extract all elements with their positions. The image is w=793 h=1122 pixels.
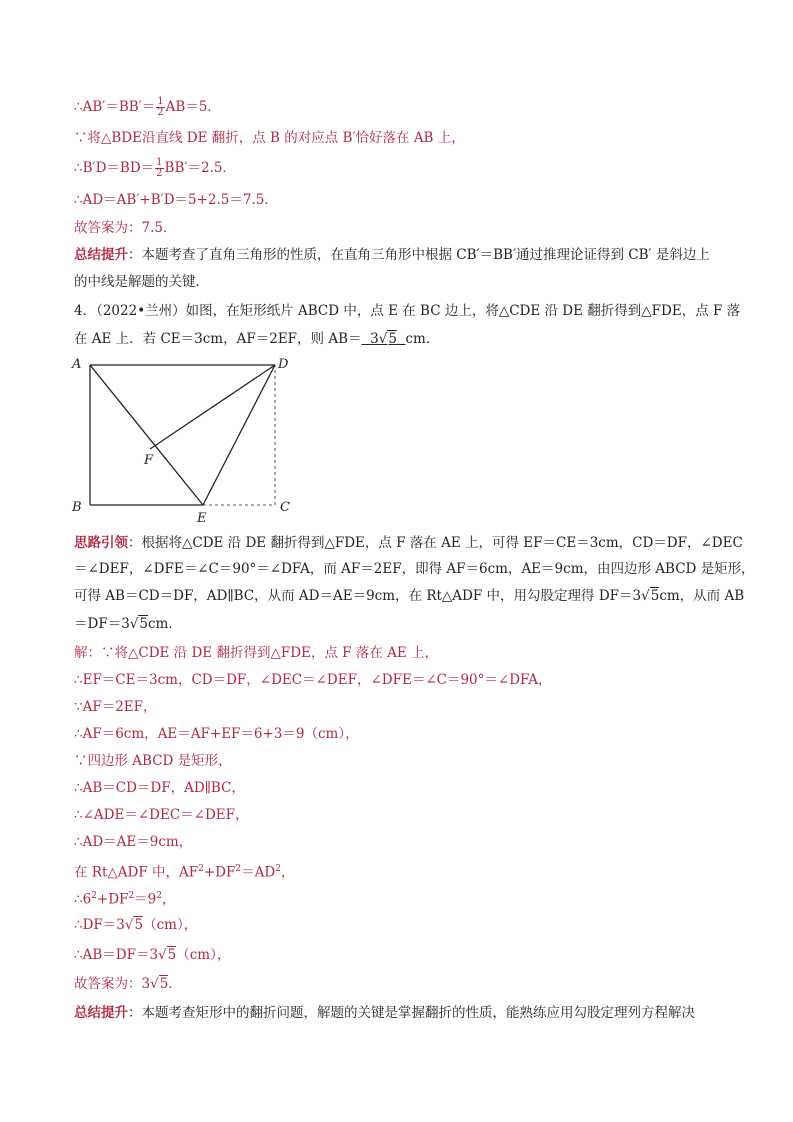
solution-line-6: ∴AB＝CD＝DF，AD∥BC， [74,780,245,796]
solution-line-5: ∵四边形 ABCD 是矩形， [74,753,232,769]
radicand: 5 [139,616,148,632]
text: +DF [96,891,129,908]
prev-solution-line-3 [74,158,236,179]
hint-line-1 [74,533,743,553]
hint-line-3: 可得 AB＝CD＝DF，AD∥BC，从而 AD＝AE＝9cm，在 Rt△ADF 中，用勾股定理得 DF＝3√5cm，从而 AB [74,588,745,604]
fraction-numerator: 1 [156,157,163,168]
radicand: 5 [134,917,144,933]
text: （cm）， [176,947,231,963]
solution-line-10 [74,886,176,910]
problem-line-2 [74,329,439,349]
hint-text: ：根据将△CDE 沿 DE 翻折得到△FDE，点 F 落在 AE 上，可得 EF＝CE＝3cm，CD＝DF，∠DEC [128,535,743,551]
solution-line-13: 故答案为：3√5． [74,976,182,992]
summary-text: ：本题考查矩形中的翻折问题，解题的关键是掌握翻折的性质，能熟练应用勾股定理列方程解决 [128,1005,695,1021]
text: 在 AE 上．若 CE＝3cm，AF＝2EF，则 AB＝ [74,331,362,347]
superscript: 2 [128,891,135,901]
prev-solution-line-2: ∵将△BDE沿直线 DE 翻折，点 B 的对应点 B′恰好落在 AB 上， [74,130,465,146]
hint-label: 思路引领 [74,535,128,551]
text: 故答案为：3 [74,976,151,992]
fraction-numerator: 1 [157,96,164,107]
text: ∴B′D＝BD＝ [74,160,155,176]
text: 在 Rt△ADF 中，AF [74,864,199,881]
hint-line-4: ＝DF＝3√5cm． [74,616,182,632]
solution-line-12: ∴AB＝DF＝3√5（cm）， [74,947,231,963]
summary-text: ：本题考查了直角三角形的性质，在直角三角形中根据 CB′＝BB′通过推理论证得到 CB′ 是斜边上 [128,247,710,263]
answer-coef: 3 [370,331,379,347]
text: cm，从而 AB [659,588,745,604]
solution-line-4: ∴AF＝6cm，AE＝AF+EF＝6+3＝9（cm）， [74,726,359,742]
summary-label: 总结提升 [74,1005,128,1021]
summary-1-line-2: 的中线是解题的关键． [74,274,209,290]
summary-1-line-1 [74,245,710,265]
hint-line-2: ＝∠DEF，∠DFE＝∠C＝90°＝∠DFA，而 AF＝2EF，即得 AF＝6cm，AE＝9cm，由四边形 ABCD 是矩形， [74,561,755,577]
superscript: 2 [235,864,242,874]
radicand: 5 [167,947,177,963]
text: 可得 AB＝CD＝DF，AD∥BC，从而 AD＝AE＝9cm，在 Rt△ADF 中，用勾股定理得 DF＝3 [74,588,642,604]
text: ∴AB′＝BB′＝ [74,99,156,115]
radicand: 5 [159,976,169,992]
text: AB＝5． [165,99,221,115]
text: ＝9 [134,891,157,908]
solution-line-3: ∵AF＝2EF， [74,699,157,715]
rectangle-fold-figure [60,350,300,530]
text: cm． [405,331,440,347]
text: +DF [203,864,236,881]
text: cm． [147,616,182,632]
answer-radicand: 5 [388,331,397,347]
superscript: 2 [156,891,162,901]
solution-line-2: ∴EF＝CE＝3cm，CD＝DF，∠DEC＝∠DEF，∠DFE＝∠C＝90°＝∠DFA， [74,672,552,688]
text: （cm）， [143,917,198,933]
summary-label: 总结提升 [74,247,128,263]
label-D: D [278,357,289,372]
label-F: F [144,453,154,468]
text: ＝AD [241,864,276,881]
fraction [156,97,164,118]
label-A: A [72,357,82,372]
label-C: C [280,500,290,515]
problem-line-1: 4．（2022•兰州）如图，在矩形纸片 ABCD 中，点 E 在 BC 边上，将△CDE 沿 DE 翻折得到△FDE，点 F 落 [74,303,741,319]
segment-AE [90,365,203,505]
text: ． [168,976,182,992]
prev-solution-line-5: 故答案为：7.5． [74,220,177,236]
segment-DF [150,365,275,449]
label-E: E [197,511,207,526]
summary-2-line-1 [74,1003,695,1023]
answer-blank: 3√5 [370,331,397,347]
solution-line-8: ∴AD＝AE＝9cm， [74,834,193,850]
text: ， [280,864,295,881]
label-B: B [72,500,82,515]
prev-solution-line-4: ∴AD＝AB′+B′D＝5+2.5＝7.5． [74,192,278,208]
text: ∴6 [74,891,92,908]
prev-solution-line-1 [74,97,221,118]
solution-line-1: 解：∵将△CDE 沿 DE 翻折得到△FDE，点 F 落在 AE 上， [74,645,439,661]
text: ＝DF＝3 [74,616,130,632]
fraction [155,158,163,179]
fraction-denominator: 2 [156,168,163,179]
text: BB′＝2.5． [164,160,236,176]
radicand: 5 [650,588,660,604]
fraction-denominator: 2 [157,107,164,118]
text: ， [162,891,176,908]
superscript: 2 [198,864,204,874]
text: ∴DF＝3 [74,917,125,933]
superscript: 2 [91,891,97,901]
solution-line-7: ∴∠ADE＝∠DEC＝∠DEF， [74,807,249,823]
superscript: 2 [275,864,281,874]
solution-line-11: ∴DF＝3√5（cm）， [74,917,198,933]
solution-line-9 [74,859,294,883]
text: ∴AB＝DF＝3 [74,947,159,963]
segment-DE [203,365,275,505]
